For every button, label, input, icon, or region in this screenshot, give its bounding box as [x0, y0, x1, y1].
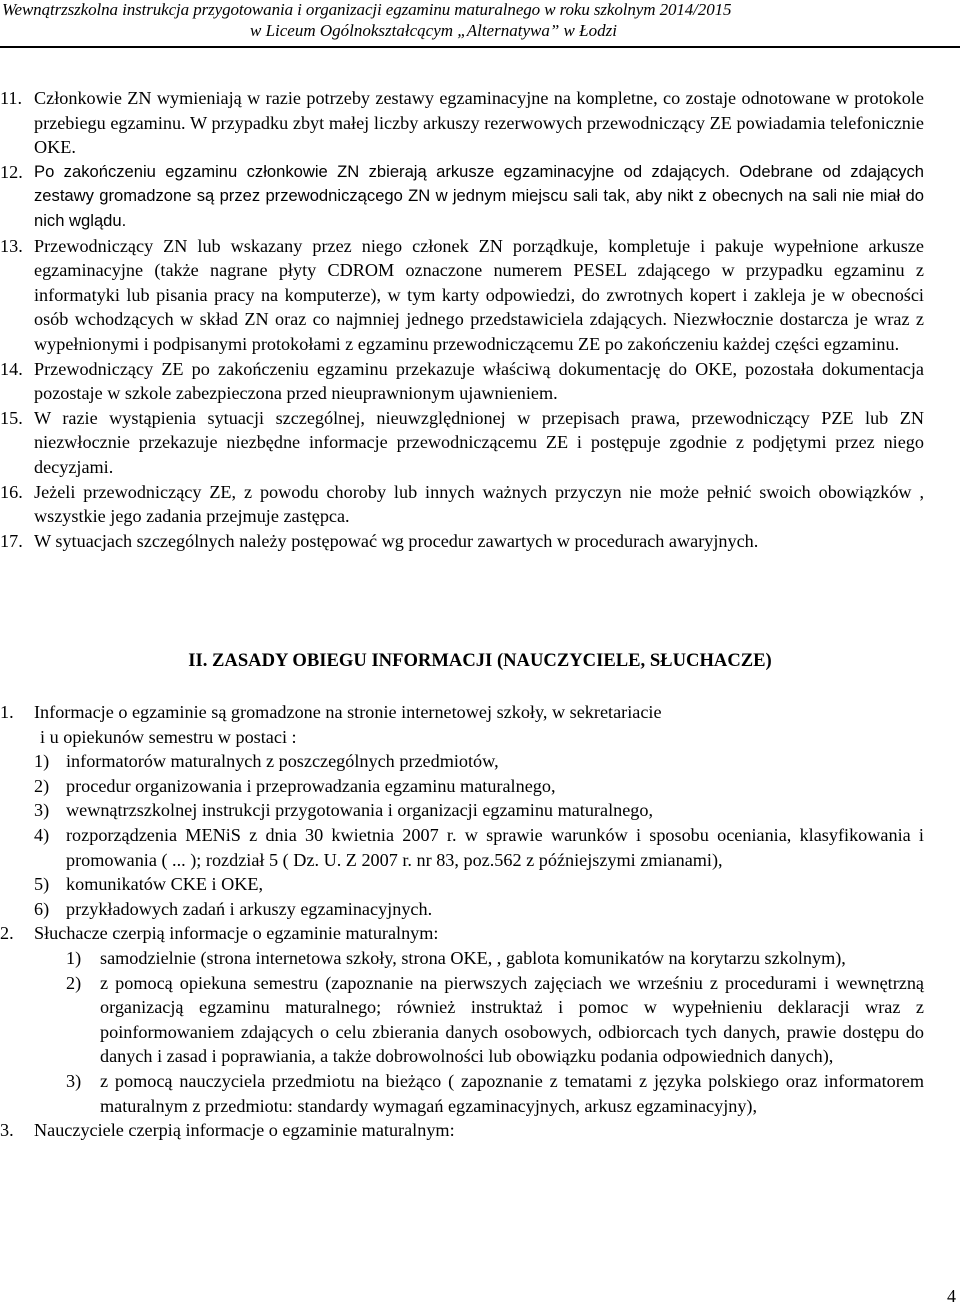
- item-text: W sytuacjach szczególnych należy postępować wg procedur zawartych w procedurach awaryjnych.: [34, 530, 759, 551]
- paragraph-1-continuation: i u opiekunów semestru w postaci :: [40, 726, 297, 747]
- item-text: z pomocą opiekuna semestru (zapoznanie na pierwszych zajęciach we wrześniu z procedurami i wewnętrzną organizacją egzaminu maturalnego; również instruktaż i pomoc w wypełnieniu deklaracji wraz z poinformowaniem zdających o celu zbierania danych osobowych, odbiorcach tych danych, prawie dostępu do danych i zasad i poprawiania, a także dobrowolności lub obowiązku podania odpowiednich danych),: [100, 972, 924, 1067]
- list-item: [0, 897, 924, 922]
- item-number: 3): [34, 800, 50, 821]
- item-number: 13.: [0, 235, 23, 256]
- list-item: [0, 160, 924, 234]
- list-item: [0, 749, 924, 774]
- item-text: komunikatów CKE i OKE,: [66, 874, 264, 895]
- item-number: 12.: [0, 161, 23, 182]
- list-item: [0, 872, 924, 897]
- list-item: [0, 529, 924, 554]
- list-item: [0, 774, 924, 799]
- item-number: 2): [66, 972, 82, 993]
- item-text: Przewodniczący ZN lub wskazany przez niego członek ZN porządkuje, kompletuje i pakuje wypełnione arkusze egzaminacyjne (także nagrane płyty CDROM oznaczone numerem PESEL zdającego w przypadku egzaminu z informatyki lub pisania pracy na komputerze), w tym karty odpowiedzi, do zwrotnych kopert i zakleja je w obecności osób wchodzących w skład ZN oraz co najmniej jednego przedstawiciela zdających. Niezwłocznie dostarcza je wraz z wypełnionymi i podpisanymi protokołami z egzaminu przewodniczącemu ZE po zakończeniu każdej części egzaminu.: [34, 235, 924, 354]
- item-number: 2.: [0, 923, 14, 944]
- item-number: 1): [34, 751, 50, 772]
- item-text: samodzielnie (strona internetowa szkoły, strona OKE, , gablota komunikatów na korytarzu szkolnym),: [100, 947, 846, 968]
- item-text: Nauczyciele czerpią informacje o egzaminie maturalnym:: [34, 1120, 455, 1141]
- list-item: [0, 234, 924, 357]
- item-number: 15.: [0, 407, 23, 428]
- item-number: 14.: [0, 358, 23, 379]
- section-procedures: [0, 86, 924, 553]
- item-text: Przewodniczący ZE po zakończeniu egzaminu przekazuje właściwą dokumentację do OKE, pozostała dokumentacja pozostaje w szkole zabezpieczona przed nieuprawnionym ujawnieniem.: [34, 358, 924, 404]
- paragraph-3: [0, 1118, 924, 1143]
- page-number: 4: [947, 1286, 956, 1306]
- item-text: Jeżeli przewodniczący ZE, z powodu choroby lub innych ważnych przyczyn nie może pełnić swoich obowiązków , wszystkie jego zadania przejmuje zastępca.: [34, 481, 924, 527]
- list-item: [0, 480, 924, 529]
- item-text: Członkowie ZN wymieniają w razie potrzeby zestawy egzaminacyjne na kompletne, co zostaje odnotowane w protokole przebiegu egzaminu. W przypadku zbyt małej liczby arkuszy rezerwowych przewodniczący ZE powiadamia telefonicznie OKE.: [34, 88, 924, 158]
- section-heading: II. ZASADY OBIEGU INFORMACJI (NAUCZYCIELE, SŁUCHACZE): [188, 650, 772, 671]
- item-number: 5): [34, 874, 50, 895]
- paragraph-2: [0, 921, 924, 946]
- item-text: rozporządzenia MENiS z dnia 30 kwietnia 2007 r. w sprawie warunków i sposobu oceniania, klasyfikowania i promowania ( ... ); rozdział 5 ( Dz. U. Z 2007 r. nr 83, poz.562 z późniejszymi zmianami),: [66, 824, 924, 870]
- item-text: informatorów maturalnych z poszczególnych przedmiotów,: [66, 751, 499, 772]
- list-item: [0, 86, 924, 160]
- item-number: 11.: [0, 88, 23, 108]
- header-rule: [0, 46, 960, 48]
- item-number: 4): [34, 824, 50, 845]
- item-number: 16.: [0, 481, 23, 502]
- item-number: 6): [34, 898, 50, 919]
- list-item: [0, 946, 924, 971]
- list-item: [0, 971, 924, 1069]
- item-text: wewnątrzszkolnej instrukcji przygotowania i organizacji egzaminu maturalnego,: [66, 800, 654, 821]
- item-text: Słuchacze czerpią informacje o egzaminie maturalnym:: [34, 923, 439, 944]
- item-text: przykładowych zadań i arkuszy egzaminacyjnych.: [66, 898, 433, 919]
- item-number: 2): [34, 775, 50, 796]
- paragraph-1: [0, 700, 924, 725]
- item-number: 17.: [0, 530, 23, 551]
- item-text: Po zakończeniu egzaminu członkowie ZN zbierają arkusze egzaminacyjne od zdających. Odebrane od zdających zestawy gromadzone są przez przewodniczącego ZN w jednym miejscu sali tak, aby nikt z obecnych na sali nie miał do nich wglądu.: [34, 161, 924, 230]
- header-title-line1: Wewnątrzszkolna instrukcja przygotowania i organizacji egzaminu maturalnego w roku szkolnym 2014/2015: [2, 0, 732, 19]
- item-number: 3.: [0, 1120, 14, 1141]
- section-information-flow: [0, 700, 924, 1143]
- list-item: [0, 798, 924, 823]
- item-text: z pomocą nauczyciela przedmiotu na bieżąco ( zapoznanie z tematami z języka polskiego oraz informatorem maturalnym z przedmiotu: standardy wymagań egzaminacyjnych, arkusz egzaminacyjny),: [100, 1070, 924, 1116]
- list-item: [0, 406, 924, 480]
- list-item: [0, 357, 924, 406]
- list-item: [0, 1069, 924, 1118]
- page-header: [0, 0, 960, 50]
- header-title-line2: w Liceum Ogólnokształcącym „Alternatywa” w Łodzi: [250, 21, 617, 40]
- list-item: [0, 823, 924, 872]
- item-text: procedur organizowania i przeprowadzania egzaminu maturalnego,: [66, 775, 556, 796]
- item-number: 1): [66, 947, 82, 968]
- item-number: 3): [66, 1070, 82, 1091]
- item-number: 1.: [0, 702, 14, 722]
- item-text: Informacje o egzaminie są gromadzone na stronie internetowej szkoły, w sekretariacie: [34, 702, 662, 722]
- item-text: W razie wystąpienia sytuacji szczególnej, nieuwzględnionej w przepisach prawa, przewodniczący PZE lub ZN niezwłocznie przekazuje niezbędne informacje przewodniczącemu ZE i postępuje zgodnie z podjętymi przez niego decyzjami.: [34, 407, 924, 477]
